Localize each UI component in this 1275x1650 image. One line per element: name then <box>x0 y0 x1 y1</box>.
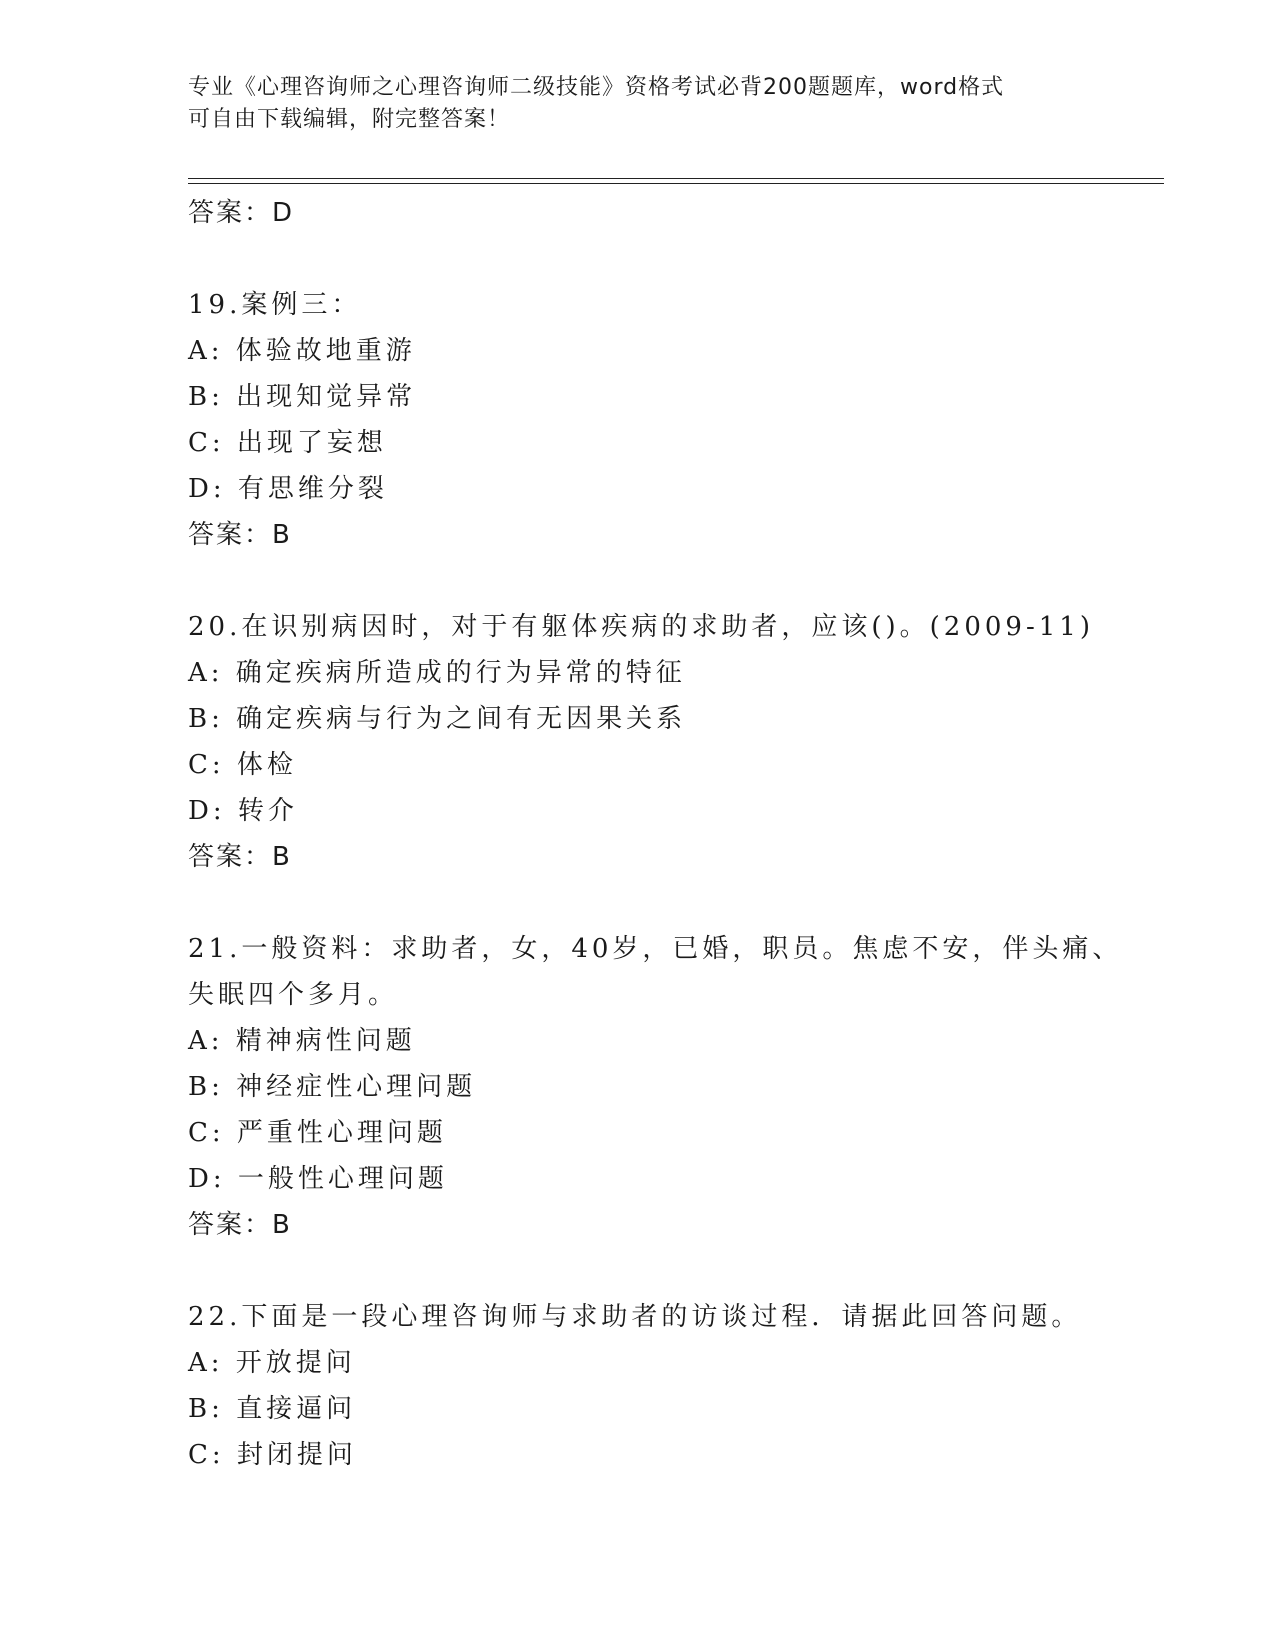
option-c: C: 严重性心理问题 <box>188 1118 447 1148</box>
header-line-1: 专业《心理咨询师之心理咨询师二级技能》资格考试必背200题题库，word格式 <box>188 75 1005 100</box>
question-22 <box>188 1294 1168 1478</box>
question-stem: 22.下面是一段心理咨询师与求助者的访谈过程．请据此回答问题。 <box>188 1302 1082 1332</box>
option-b: B: 出现知觉异常 <box>188 382 417 412</box>
answer-line: 答案：D <box>188 198 295 228</box>
header-divider-bottom <box>188 183 1164 184</box>
answer-line: 答案：B <box>188 1210 292 1240</box>
option-a: A: 体验故地重游 <box>188 336 416 366</box>
question-stem: 19.案例三： <box>188 290 362 320</box>
document-header <box>188 72 1068 136</box>
option-a: A: 开放提问 <box>188 1348 356 1378</box>
option-d: D: 有思维分裂 <box>188 474 388 504</box>
option-b: B: 直接逼问 <box>188 1394 357 1424</box>
option-d: D: 一般性心理问题 <box>188 1164 448 1194</box>
header-divider-top <box>188 178 1164 179</box>
header-line-2: 可自由下载编辑，附完整答案！ <box>188 107 511 132</box>
option-c: C: 封闭提问 <box>188 1440 357 1470</box>
answer-line: 答案：B <box>188 520 292 550</box>
question-20 <box>188 604 1168 880</box>
option-c: C: 体检 <box>188 750 297 780</box>
answer-line: 答案：B <box>188 842 292 872</box>
option-c: C: 出现了妄想 <box>188 428 387 458</box>
question-stem: 20.在识别病因时，对于有躯体疾病的求助者，应该()。(2009-11) <box>188 612 1094 642</box>
question-21 <box>188 926 1168 1248</box>
question-stem-line-1: 21.一般资料：求助者，女，40岁，已婚，职员。焦虑不安，伴头痛、 <box>188 934 1123 964</box>
question-19 <box>188 282 1168 558</box>
option-b: B: 神经症性心理问题 <box>188 1072 477 1102</box>
option-d: D: 转介 <box>188 796 298 826</box>
option-a: A: 精神病性问题 <box>188 1026 416 1056</box>
option-a: A: 确定疾病所造成的行为异常的特征 <box>188 658 686 688</box>
option-b: B: 确定疾病与行为之间有无因果关系 <box>188 704 687 734</box>
question-list <box>188 190 1168 1478</box>
question-stem-line-2: 失眠四个多月。 <box>188 980 399 1010</box>
